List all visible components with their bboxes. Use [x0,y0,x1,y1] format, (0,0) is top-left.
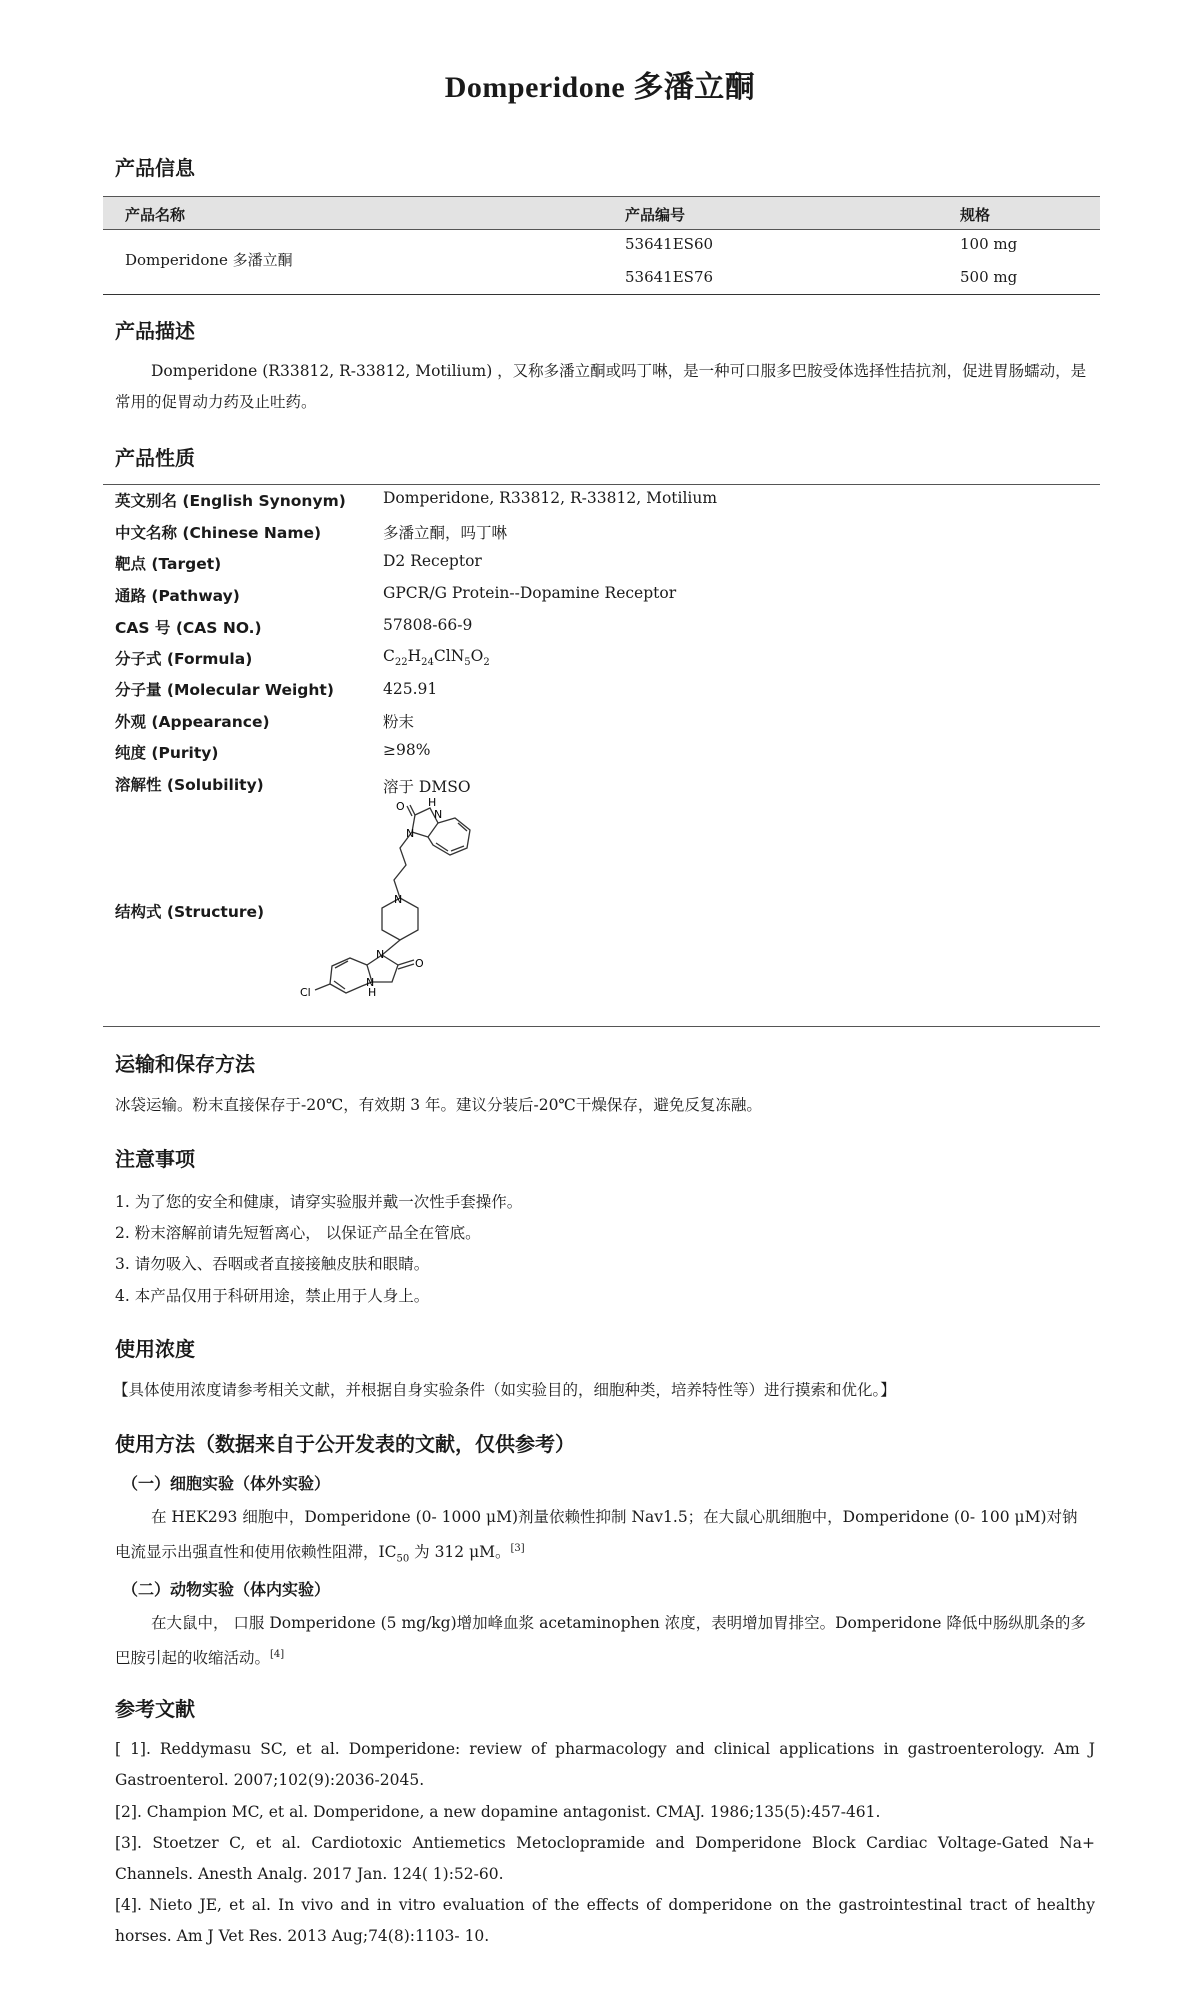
cell-experiment-text: 在 HEK293 细胞中，Domperidone (0- 1000 μM)剂量依赖性抑制 Nav1.5；在大鼠心肌细胞中，Domperidone (0- 100 μM)对钠电流显示出强直性和使用依赖性阻滞，$IC_{50}$ 为 312 μM。[3] [115,1508,1078,1565]
atom-label-n: N [366,976,375,989]
section-heading-product-info: 产品信息 [115,156,195,180]
property-value: GPCR/G Protein--Dopamine Receptor [383,584,677,602]
structure-label: 结构式 (Structure) [115,903,265,921]
properties-bottom-rule [103,1026,1100,1027]
atom-label-h: H [428,796,437,809]
product-code-cell: 53641ES60 [625,235,714,253]
section-heading-storage: 运输和保存方法 [115,1052,255,1076]
property-label: 外观 (Appearance) [115,713,270,731]
properties-top-rule [103,484,1100,485]
note-item: 1. 为了您的安全和健康，请穿实验服并戴一次性手套操作。 [115,1193,523,1211]
subheading-cell-experiment: （一）细胞实验（体外实验） [122,1474,331,1493]
animal-experiment-text: 在大鼠中， 口服 Domperidone (5 mg/kg)增加峰血浆 acetaminophen 浓度，表明增加胃排空。Domperidone 降低中肠纵肌条的多巴胺引起的收缩活动。[4] [115,1614,1086,1668]
reference-item: [ 1]. Reddymasu SC, et al. Domperidone: review of pharmacology and clinical applications in gastroenterology. Am J Gastroenterol. 2007;102(9):2036-2045. [115,1740,1095,1789]
reference-item: [4]. Nieto JE, et al. In vivo and in vitro evaluation of the effects of domperidone on the gastrointestinal tract of healthy horses. Am J Vet Res. 2013 Aug;74(8):1103- 10. [115,1896,1095,1945]
column-header-spec: 规格 [960,206,991,224]
property-label: 纯度 (Purity) [115,744,219,762]
property-label: 靶点 (Target) [115,555,222,573]
property-value: ≥98% [383,741,431,759]
page-title: Domperidone 多潘立酮 [444,71,756,104]
property-label: 中文名称 (Chinese Name) [115,524,322,542]
product-table-header [103,196,1100,230]
section-heading-references: 参考文献 [115,1697,195,1721]
section-heading-usage: 使用方法（数据来自于公开发表的文献，仅供参考） [115,1432,575,1456]
property-value: 溶于 DMSO [383,778,471,796]
property-value: D2 Receptor [383,552,482,570]
property-value: 粉末 [383,713,415,731]
reference-item: [3]. Stoetzer C, et al. Cardiotoxic Antiemetics Metoclopramide and Domperidone Block Cardiac Voltage-Gated Na+ Channels. Anesth Analg. 2017 Jan. 124( 1):52-60. [115,1834,1095,1883]
atom-label-n: N [394,893,403,906]
property-label: 溶解性 (Solubility) [115,776,264,794]
atom-label-o: O [396,800,405,813]
section-heading-description: 产品描述 [115,319,195,343]
property-label: 英文别名 (English Synonym) [115,492,346,510]
section-heading-concentration: 使用浓度 [115,1337,195,1361]
atom-label-o: O [415,957,424,970]
atom-label-n: N [434,808,443,821]
property-label: 通路 (Pathway) [115,587,240,605]
property-value: 57808-66-9 [383,616,473,634]
property-label: 分子量 (Molecular Weight) [115,681,334,699]
column-header-code: 产品编号 [625,206,686,224]
note-item: 2. 粉末溶解前请先短暂离心， 以保证产品全在管底。 [115,1224,481,1242]
column-header-name: 产品名称 [125,206,186,224]
table-bottom-rule [103,294,1100,295]
property-value: Domperidone, R33812, R-33812, Motilium [383,489,718,507]
note-item: 3. 请勿吸入、吞咽或者直接接触皮肤和眼睛。 [115,1255,430,1273]
reference-item: [2]. Champion MC, et al. Domperidone, a new dopamine antagonist. CMAJ. 1986;135(5):457-461. [115,1803,881,1821]
atom-label-n: N [406,827,415,840]
property-label: CAS 号 (CAS NO.) [115,619,262,637]
concentration-text: 【具体使用浓度请参考相关文献，并根据自身实验条件（如实验目的，细胞种类，培养特性等）进行摸索和优化。】 [113,1381,896,1399]
subheading-animal-experiment: （二）动物实验（体内实验） [122,1580,331,1599]
product-code-cell: 53641ES76 [625,268,714,286]
storage-text: 冰袋运输。粉末直接保存于-20℃，有效期 3 年。建议分装后-20℃干燥保存，避免反复冻融。 [115,1096,762,1114]
chemical-structure-diagram [300,790,620,1015]
section-heading-properties: 产品性质 [115,446,195,470]
property-label: 分子式 (Formula) [115,650,253,668]
atom-label-n: N [376,948,385,961]
section-heading-notes: 注意事项 [115,1147,195,1171]
product-spec-cell: 100 mg [960,235,1018,253]
formula-value: $C_{22}H_{24}ClN_5O_2$ [383,647,490,669]
atom-label-cl: Cl [300,986,311,999]
atom-label-h: H [368,986,377,999]
description-text: Domperidone (R33812, R-33812, Motilium) ，又称多潘立酮或吗丁啉，是一种可口服多巴胺受体选择性拮抗剂，促进胃肠蠕动，是常用的促胃动力药及止吐药。 [115,362,1087,411]
property-value: 多潘立酮，吗丁啉 [383,524,508,542]
product-spec-cell: 500 mg [960,268,1018,286]
note-item: 4. 本产品仅用于科研用途，禁止用于人身上。 [115,1287,430,1305]
property-value: 425.91 [383,680,438,698]
product-name-cell: Domperidone 多潘立酮 [125,251,293,269]
